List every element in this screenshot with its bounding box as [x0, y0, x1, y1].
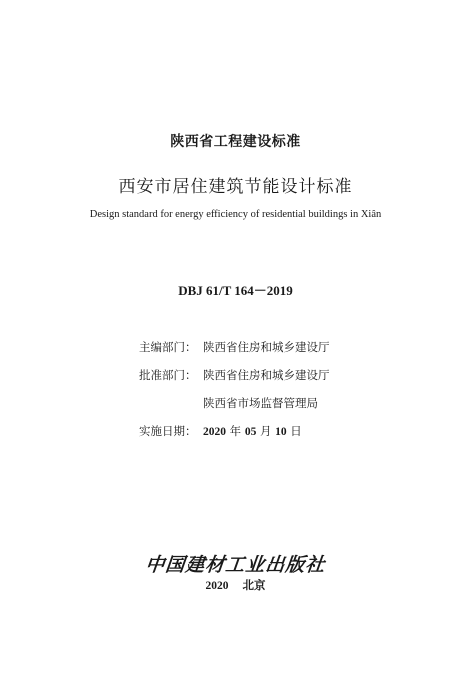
- main-title: 西安市居住建筑节能设计标准: [118, 177, 353, 197]
- approver-row-2: [139, 396, 330, 410]
- approver-row: [139, 368, 330, 382]
- effective-date-row: [139, 424, 330, 438]
- english-title: Design standard for energy efficiency of residential buildings in Xiân: [89, 209, 382, 220]
- approver-label: 批准部门：: [139, 368, 197, 382]
- approver-value-1: 陕西省住房和城乡建设厅: [203, 368, 330, 382]
- approver-value-2: 陕西省市场监督管理局: [203, 396, 318, 410]
- effective-day: 10: [275, 426, 287, 438]
- effective-day-unit: 日: [290, 424, 302, 438]
- editor-value: 陕西省住房和城乡建设厅: [203, 340, 330, 354]
- publication-year: 2020: [205, 580, 229, 592]
- effective-year-unit: 年: [229, 424, 242, 438]
- standard-code: DBJ 61/T 164－2019: [178, 283, 293, 298]
- effective-year: 2020: [203, 426, 226, 438]
- editor-row: [139, 340, 330, 354]
- editor-label: 主编部门：: [139, 340, 197, 354]
- effective-date-label: 实施日期：: [139, 424, 197, 438]
- info-block: [139, 340, 330, 452]
- series-title: 陕西省工程建设标准: [170, 134, 301, 150]
- publication-footer: [0, 577, 471, 593]
- effective-month: 05: [244, 426, 257, 438]
- approver-label-spacer: [139, 396, 203, 410]
- effective-month-unit: 月: [259, 424, 272, 438]
- effective-date-value: [203, 424, 302, 438]
- publisher-logo: 中国建材工业出版社: [144, 554, 327, 576]
- publication-city: 北京: [242, 578, 266, 592]
